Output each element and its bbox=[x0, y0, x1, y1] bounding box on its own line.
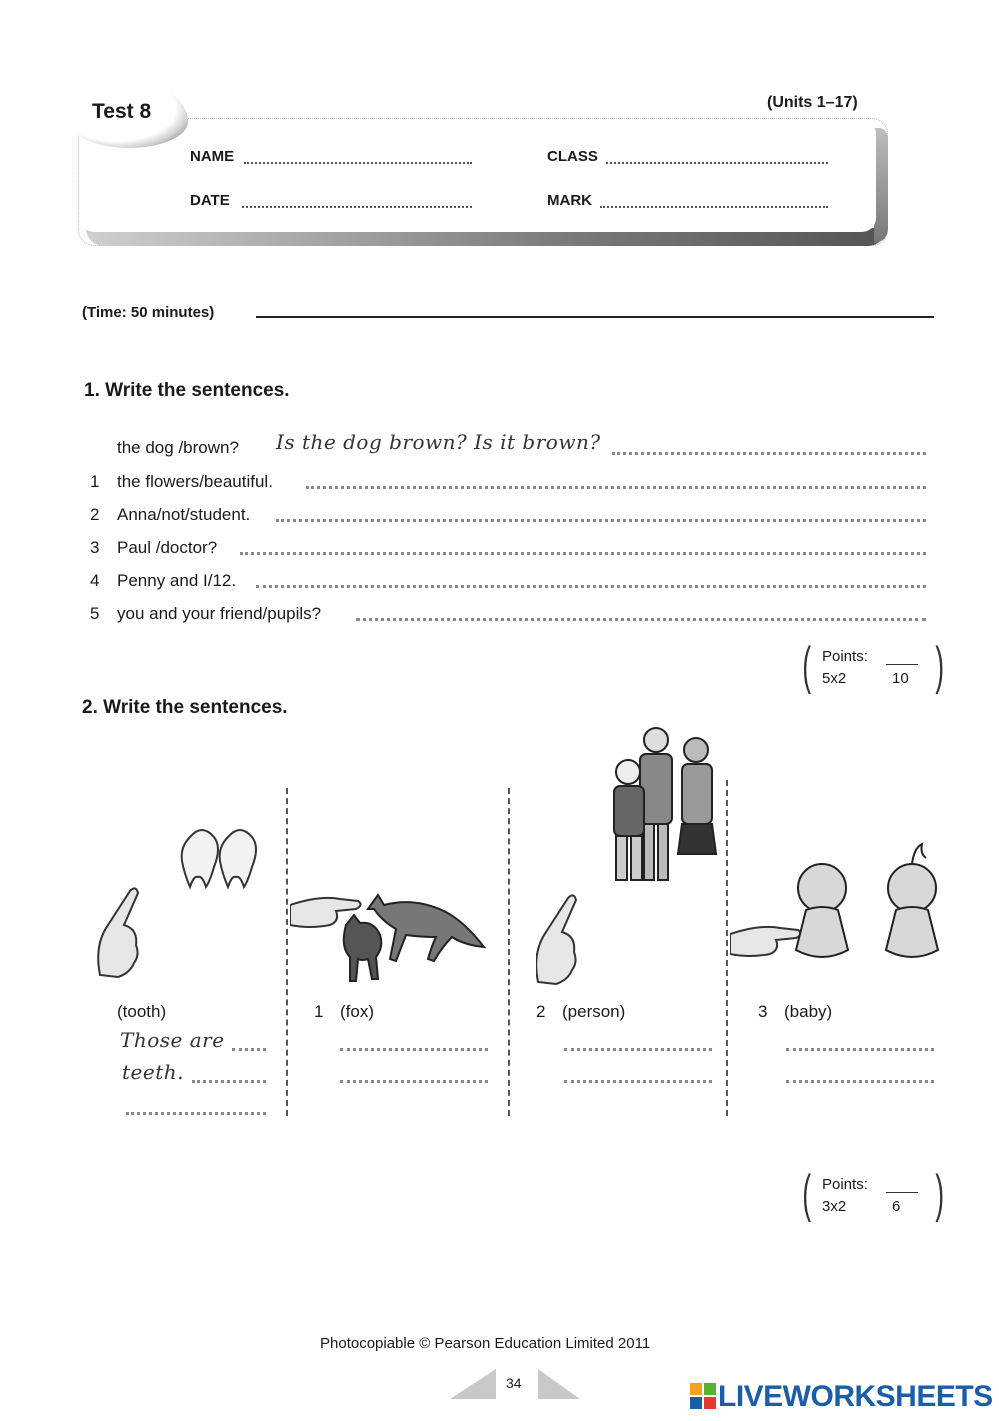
example-prompt: the dog /brown? bbox=[117, 438, 239, 457]
points-total: 10 bbox=[892, 670, 909, 687]
points-box-ex2 bbox=[802, 1165, 944, 1226]
units-label: (Units 1–17) bbox=[767, 94, 858, 111]
copyright-text: Photocopiable © Pearson Education Limited 2011 bbox=[320, 1335, 651, 1352]
paren-left: ( bbox=[802, 1165, 811, 1223]
paren-right: ) bbox=[935, 637, 944, 695]
teeth-icon bbox=[182, 830, 256, 887]
answer-input[interactable] bbox=[356, 618, 926, 621]
header-edge bbox=[874, 128, 888, 243]
item-number: 1 bbox=[314, 1002, 324, 1021]
liveworksheets-icon bbox=[690, 1383, 716, 1409]
class-field[interactable] bbox=[606, 162, 828, 164]
item-number: 2 bbox=[90, 505, 100, 524]
column-divider bbox=[726, 780, 728, 1116]
fox-illustration bbox=[290, 885, 505, 995]
time-line bbox=[256, 316, 934, 318]
answer-input[interactable] bbox=[240, 552, 926, 555]
test-title: Test 8 bbox=[92, 100, 152, 123]
answer-line bbox=[126, 1112, 266, 1115]
item-prompt: Anna/not/student. bbox=[117, 505, 251, 524]
item-number: 4 bbox=[90, 571, 100, 590]
exercise2-title: 2. Write the sentences. bbox=[82, 697, 288, 718]
tooth-pointing-illustration bbox=[90, 815, 280, 995]
liveworksheets-logo[interactable] bbox=[690, 1380, 993, 1414]
babies-illustration bbox=[730, 840, 970, 980]
item-number: 5 bbox=[90, 604, 100, 623]
item-prompt: Paul /doctor? bbox=[117, 538, 218, 557]
column-divider bbox=[508, 788, 510, 1116]
paren-right: ) bbox=[935, 1165, 944, 1223]
pointing-hand-icon bbox=[98, 888, 138, 977]
answer-input[interactable] bbox=[256, 585, 926, 588]
class-label: CLASS bbox=[547, 148, 598, 165]
points-blank[interactable] bbox=[886, 664, 918, 665]
item-prompt: the flowers/beautiful. bbox=[117, 472, 273, 491]
people-icon bbox=[614, 728, 716, 880]
answer-input[interactable] bbox=[564, 1048, 712, 1051]
answer-input[interactable] bbox=[564, 1080, 712, 1083]
column-divider bbox=[286, 788, 288, 1116]
answer-input[interactable] bbox=[786, 1048, 934, 1051]
mark-label: MARK bbox=[547, 192, 592, 209]
points-box-ex1 bbox=[802, 637, 944, 698]
answer-input[interactable] bbox=[340, 1048, 488, 1051]
header-inner bbox=[80, 120, 876, 232]
answer-input[interactable] bbox=[276, 519, 926, 522]
answer-input[interactable] bbox=[306, 486, 926, 489]
mark-field[interactable] bbox=[600, 206, 828, 208]
liveworksheets-text: LIVEWORKSHEETS bbox=[718, 1380, 993, 1413]
family-illustration bbox=[536, 720, 726, 990]
paren-left: ( bbox=[802, 637, 811, 695]
example-answer: Is the dog brown? Is it brown? bbox=[276, 430, 601, 454]
points-total: 6 bbox=[892, 1198, 901, 1215]
time-label: (Time: 50 minutes) bbox=[82, 304, 215, 321]
pointing-hand-icon bbox=[730, 927, 801, 956]
item-prompt: (person) bbox=[562, 1002, 626, 1021]
answer-input[interactable] bbox=[340, 1080, 488, 1083]
pointing-hand-icon bbox=[536, 895, 576, 984]
date-label: DATE bbox=[190, 192, 230, 209]
points-label: Points: bbox=[822, 1176, 868, 1193]
example-prompt: (tooth) bbox=[117, 1002, 167, 1021]
item-prompt: you and your friend/pupils? bbox=[117, 604, 322, 623]
answer-input[interactable] bbox=[786, 1080, 934, 1083]
answer-line bbox=[612, 452, 926, 455]
answer-line bbox=[192, 1080, 266, 1083]
fox-icon bbox=[344, 895, 484, 981]
date-field[interactable] bbox=[242, 206, 472, 208]
item-prompt: (baby) bbox=[784, 1002, 833, 1021]
item-number: 3 bbox=[758, 1002, 768, 1021]
name-field[interactable] bbox=[244, 162, 472, 164]
page-number: 34 bbox=[506, 1375, 522, 1391]
item-prompt: (fox) bbox=[340, 1002, 374, 1021]
exercise1-title: 1. Write the sentences. bbox=[84, 380, 290, 401]
item-number: 3 bbox=[90, 538, 100, 557]
item-prompt: Penny and I/12. bbox=[117, 571, 237, 590]
points-label: Points: bbox=[822, 648, 868, 665]
item-number: 1 bbox=[90, 472, 100, 491]
answer-line bbox=[232, 1048, 266, 1051]
points-multiplier: 3x2 bbox=[822, 1198, 847, 1215]
baby-icon bbox=[796, 844, 938, 957]
points-blank[interactable] bbox=[886, 1192, 918, 1193]
item-number: 2 bbox=[536, 1002, 546, 1021]
example-answer-line2: teeth. bbox=[122, 1060, 184, 1084]
name-label: NAME bbox=[190, 148, 235, 165]
example-answer-line1: Those are bbox=[120, 1028, 225, 1052]
points-multiplier: 5x2 bbox=[822, 670, 847, 687]
